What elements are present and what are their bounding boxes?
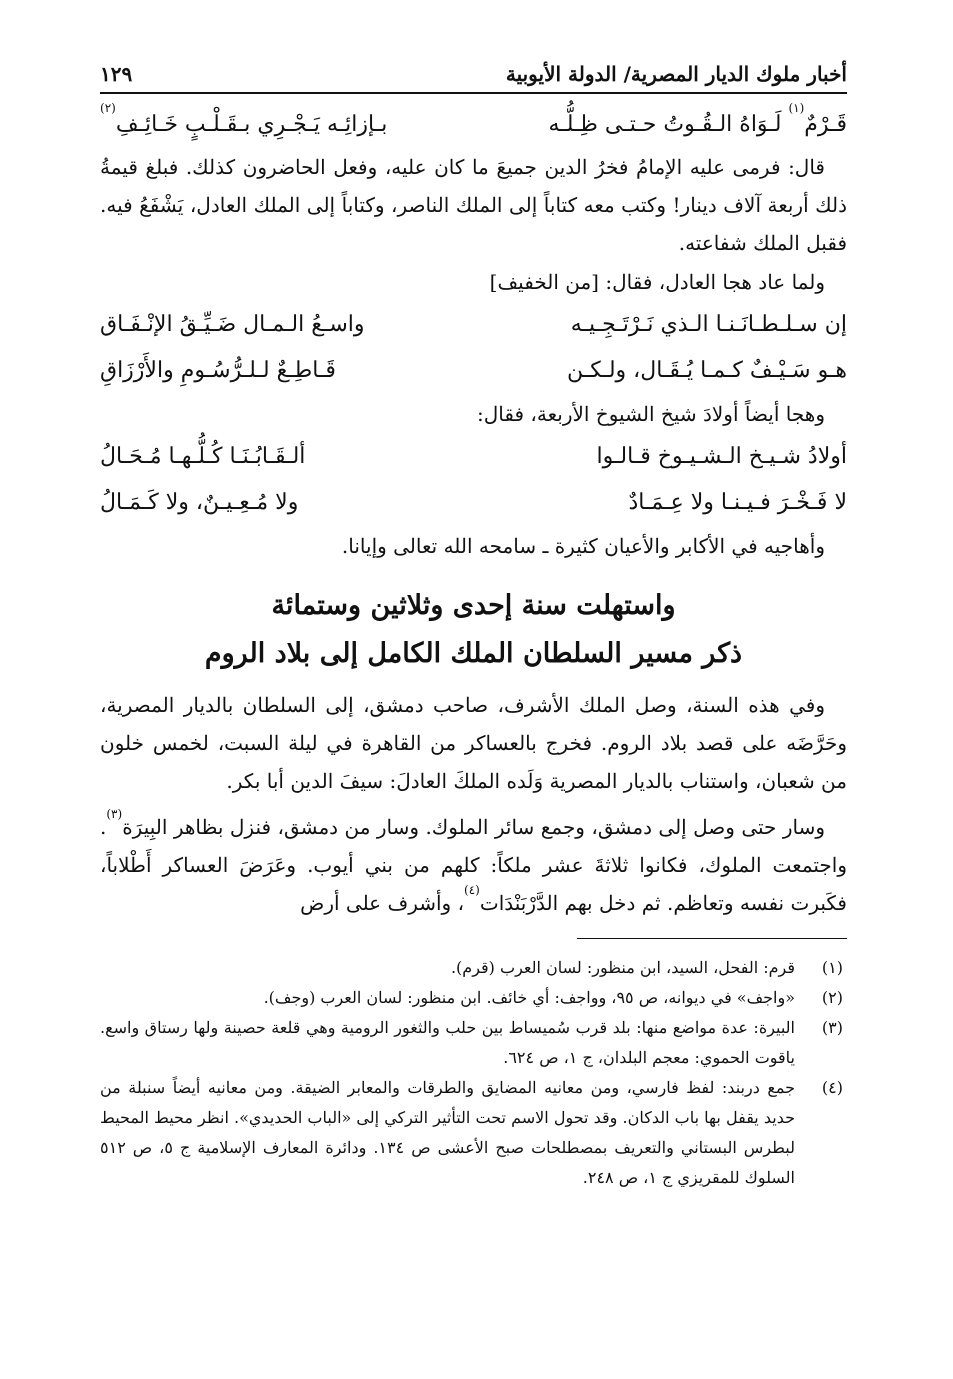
footnote-text: جمع دربند: لفظ فارسي، ومن معانيه المضايق والطرقات والمعابر الضيقة. ومن معانيه أيضاً سنبلة من حديد يقفل بها باب الدكان. وقد تحول الاسم تحت التأثير التركي إلى «الباب الحديدي». انظر محيط المحيط لبطرس البستاني والتعريف بمصطلحات صبح الأعشى ص ١٣٤. ودائرة المعارف الإسلامية ج ٥، ص ٥١٢ السلوك للمقريزي ج ١، ص ٢٤٨. (100, 1078, 795, 1187)
verse-intro: وهجا أيضاً أولادَ شيخ الشيوخ الأربعة، فقال: (477, 402, 825, 426)
paragraph: قال: فرمى عليه الإمامُ فخرُ الدين جميعَ ما كان عليه، وفعل الحاضرون كذلك. فبلغ قيمةُ ذلك أربعة آلاف دينار! وكتب معه كتاباً إلى الملك الناصر، وكتاباً إلى الملك العادل، يَشْفَعُ فيه. فقبل الملك شفاعته. (100, 155, 847, 255)
footnote-ref: (٤) (464, 883, 480, 897)
verse-hemistich-left: قَـاطِـعٌ لـلـرُّسُـومِ والأَرْزَاقِ (100, 358, 336, 383)
closing-line: وأهاجيه في الأكابر والأعيان كثيرة ـ سامحه الله تعالى وإيانا. (341, 534, 825, 558)
verse-line-1 (100, 102, 847, 148)
verse-hemistich-left: ولا مُـعِـيـنٌ، ولا كَـمَـالُ (100, 490, 299, 515)
footnote-number: (٢) (821, 988, 843, 1007)
page-number: ١٢٩ (100, 62, 133, 86)
footnote-number: (٣) (821, 1018, 843, 1037)
verse-line-4 (100, 434, 847, 480)
section-heading-title: ذكر مسير السلطان الملك الكامل إلى بلاد الروم (204, 638, 743, 669)
verse-hemistich-right: لا فَـخْـرَ فـيـنـا ولا عِـمَـادٌ (628, 490, 847, 515)
footnote (100, 1013, 847, 1073)
footnote-text: البيرة: عدة مواضع منها: بلد قرب سُميساط بين حلب والثغور الرومية وهي قلعة حصينة ولها رستاق واسع. ياقوت الحموي: معجم البلدان، ج ١، ص ٦٢٤. (100, 1018, 795, 1067)
paragraph: وسار حتى وصل إلى دمشق، وجمع سائر الملوك. وسار من دمشق، فنزل بظاهر البِيرَة$^{(٣)}$. واجتمعت الملوك، فكانوا ثلاثةَ عشر ملكاً: كلهم من بني أيوب. وعَرَضَ العساكر أَطْلاباً، فكَبرت نفسه وتعاظم. ثم دخل بهم الدَّرْبَنْدَات$^{(٤)}$، وأشرف على أرض (100, 807, 847, 915)
footnote (100, 983, 847, 1013)
verse-line-3 (100, 348, 847, 394)
footnote-number: (٤) (821, 1078, 843, 1097)
footnote-text: قرم: الفحل، السيد، ابن منظور: لسان العرب (قرم). (450, 958, 795, 977)
footnote-ref: (٢) (100, 101, 116, 115)
verse-hemistich-left: بـإزائِـه يَـجْـرِي بـقَـلْـبٍ خَـائِـفِ$^{(٢)}$ (100, 101, 388, 137)
verse-hemistich-right: قَـرْمٌ$^{(١)}$ لَـوَاهُ الـقُـوتُ حـتـى ظِـلُّـه (548, 101, 847, 137)
footnote (100, 953, 847, 983)
running-title: أخبار ملوك الديار المصرية/ الدولة الأيوبية (505, 62, 847, 86)
footnote-number: (١) (821, 958, 843, 977)
verse-hemistich-left: واسـعُ الـمـال ضَـيِّـقُ الإنْـفَـاق (100, 312, 365, 337)
verse-line-5 (100, 480, 847, 526)
verse-hemistich-left: ألـقَـابُـنَـا كُـلُّـهـا مُـحَـالُ (100, 444, 306, 469)
footnote-ref: (٣) (106, 807, 123, 821)
verse-hemistich-right: أولادُ شـيـخ الـشـيـوخ قـالـوا (596, 444, 847, 469)
section-heading-year: واستهلت سنة إحدى وثلاثين وستمائة (271, 590, 676, 621)
paragraph: وفي هذه السنة، وصل الملك الأشرف، صاحب دمشق، إلى السلطان بالديار المصرية، وحَرَّضَه على قصد بلاد الروم. فخرج بالعساكر من القاهرة في ليلة السبت، لخمس خلون من شعبان، واستناب بالديار المصرية وَلَده الملكَ العادلَ: سيفَ الدين أبا بكر. (100, 693, 847, 793)
footnote-text: «واجف» في ديوانه، ص ٩٥، وواجف: أي خائف. ابن منظور: لسان العرب (وجف). (263, 988, 795, 1007)
verse-line-2 (100, 302, 847, 348)
footnotes (100, 953, 847, 1193)
footnote (100, 1073, 847, 1193)
footnote-separator (577, 938, 847, 939)
running-header (100, 62, 847, 94)
verse-intro: ولما عاد هجا العادل، فقال: [من الخفيف] (489, 270, 825, 294)
book-page (100, 62, 847, 1193)
footnote-ref: (١) (788, 101, 805, 115)
verse-hemistich-right: هـو سَـيْـفٌ كـمـا يُـقَـال، ولـكـن (567, 358, 847, 383)
verse-hemistich-right: إن سـلـطـانَـنـا الـذي نَـرْتَـجِـيـه (570, 312, 847, 337)
